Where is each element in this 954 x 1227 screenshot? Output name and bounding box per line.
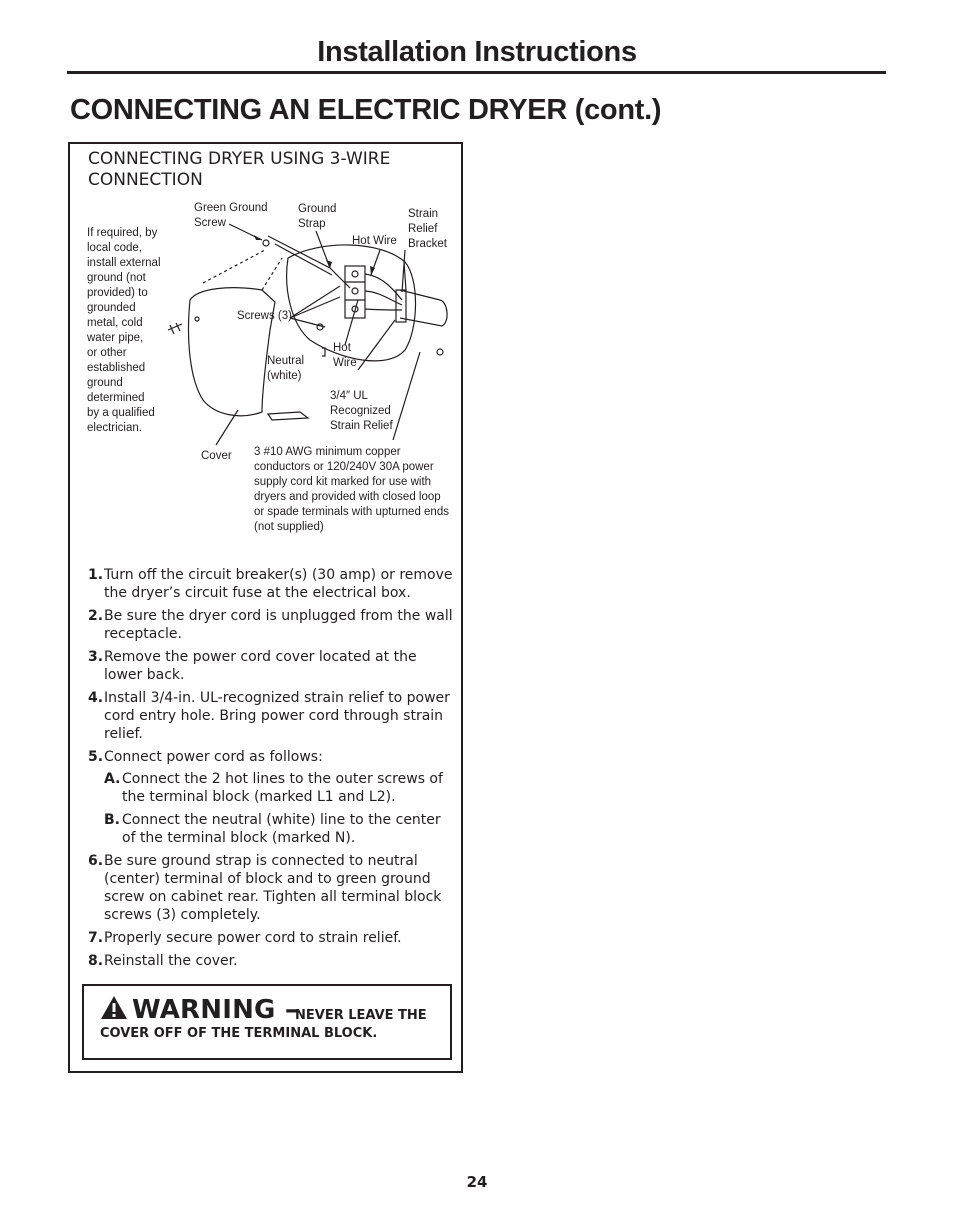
label-ground-strap bbox=[298, 202, 336, 232]
label-neutral bbox=[267, 354, 304, 384]
ground-note bbox=[87, 226, 161, 436]
ground-note-line: ground bbox=[87, 377, 123, 389]
ground-note-line: determined bbox=[87, 392, 145, 404]
label-green-ground-screw bbox=[194, 201, 268, 231]
label-strain-relief-bracket bbox=[408, 207, 447, 252]
label-line: Wire bbox=[333, 357, 357, 369]
step-number: 4. bbox=[88, 690, 104, 706]
step-4 bbox=[88, 689, 458, 743]
cord-note-line: (not supplied) bbox=[254, 521, 324, 533]
label-line: Strain bbox=[408, 208, 439, 220]
ground-note-line: electrician. bbox=[87, 422, 142, 434]
ground-note-line: established bbox=[87, 362, 146, 374]
label-line: Screw bbox=[194, 217, 226, 229]
ground-note-line: provided) to bbox=[87, 287, 148, 299]
label-line: 3/4″ UL bbox=[330, 390, 368, 402]
label-line: Hot bbox=[333, 342, 351, 354]
label-line: Neutral bbox=[267, 355, 305, 367]
substep-a bbox=[104, 770, 454, 806]
step-text: Remove the power cord cover located at the lower back. bbox=[104, 649, 417, 683]
step-6 bbox=[88, 852, 458, 924]
step-text: Install 3/4-in. UL-recognized strain relief to power cord entry hole. Bring power cord through strain relief. bbox=[104, 690, 450, 742]
label-cover: Cover bbox=[201, 450, 232, 462]
ground-note-line: grounded bbox=[87, 302, 136, 314]
label-screws: Screws (3) bbox=[237, 310, 292, 322]
cord-note-line: 3 #10 AWG minimum copper bbox=[254, 446, 401, 458]
label-line: Strap bbox=[298, 218, 326, 230]
label-line: (white) bbox=[267, 370, 302, 382]
step-number: 5. bbox=[88, 749, 104, 765]
step-2 bbox=[88, 607, 458, 643]
substep-text: Connect the neutral (white) line to the center of the terminal block (marked N). bbox=[122, 812, 441, 846]
substep-letter: A. bbox=[104, 771, 121, 787]
ground-note-line: or other bbox=[87, 347, 127, 359]
ground-note-line: local code, bbox=[87, 242, 142, 254]
page-header-title: Installation Instructions bbox=[317, 36, 637, 68]
step-number: 7. bbox=[88, 930, 104, 946]
step-number: 8. bbox=[88, 953, 104, 969]
cord-note-line: conductors or 120/240V 30A power bbox=[254, 461, 434, 473]
label-line: Recognized bbox=[330, 405, 391, 417]
step-text: Reinstall the cover. bbox=[104, 953, 238, 969]
warning-word: WARNING – bbox=[132, 995, 299, 1025]
step-7 bbox=[88, 929, 458, 947]
warning-text-line1: NEVER LEAVE THE bbox=[295, 1008, 427, 1023]
warning-triangle-icon bbox=[100, 995, 128, 1020]
section-title: CONNECTING AN ELECTRIC DRYER (cont.) bbox=[70, 94, 662, 126]
step-text: Be sure ground strap is connected to neutral (center) terminal of block and to green ground screw on cabinet rear. Tighten all terminal block screws (3) completely. bbox=[104, 853, 442, 923]
panel-heading-line2: CONNECTION bbox=[88, 170, 203, 190]
label-hot-wire-top: Hot Wire bbox=[352, 235, 397, 247]
ground-note-line: ground (not bbox=[87, 272, 146, 284]
step-1 bbox=[88, 566, 458, 602]
cord-note bbox=[254, 445, 449, 535]
step-text: Connect power cord as follows: bbox=[104, 749, 323, 765]
step-8 bbox=[88, 952, 458, 970]
step-3 bbox=[88, 648, 458, 684]
step-5 bbox=[88, 748, 458, 766]
label-line: Relief bbox=[408, 223, 438, 235]
label-line: Bracket bbox=[408, 238, 447, 250]
label-ul-strain-relief bbox=[330, 389, 393, 434]
ground-note-line: If required, by bbox=[87, 227, 158, 239]
header-rule bbox=[67, 71, 886, 74]
substep-b bbox=[104, 811, 454, 847]
ground-note-line: by a qualified bbox=[87, 407, 155, 419]
ground-note-line: water pipe, bbox=[87, 332, 144, 344]
step-number: 1. bbox=[88, 567, 104, 583]
cord-note-line: supply cord kit marked for use with bbox=[254, 476, 432, 488]
panel-heading-line1: CONNECTING DRYER USING 3-WIRE bbox=[88, 149, 391, 169]
step-number: 2. bbox=[88, 608, 104, 624]
ground-note-line: install external bbox=[87, 257, 161, 269]
step-text: Turn off the circuit breaker(s) (30 amp) or remove the dryer’s circuit fuse at the electrical box. bbox=[104, 567, 453, 601]
page-number: 24 bbox=[466, 1173, 488, 1191]
step-text: Properly secure power cord to strain relief. bbox=[104, 930, 402, 946]
step-text: Be sure the dryer cord is unplugged from the wall receptacle. bbox=[104, 608, 453, 642]
step-number: 6. bbox=[88, 853, 104, 869]
label-hot-wire bbox=[333, 341, 357, 371]
substep-letter: B. bbox=[104, 812, 120, 828]
cord-note-line: dryers and provided with closed loop bbox=[254, 491, 441, 503]
label-line: Green Ground bbox=[194, 202, 268, 214]
label-line: Strain Relief bbox=[330, 420, 393, 432]
cord-note-line: or spade terminals with upturned ends bbox=[254, 506, 449, 518]
ground-note-line: metal, cold bbox=[87, 317, 143, 329]
label-line: Ground bbox=[298, 203, 337, 215]
step-number: 3. bbox=[88, 649, 104, 665]
warning-text-line2: COVER OFF OF THE TERMINAL BLOCK. bbox=[100, 1026, 378, 1041]
panel-heading bbox=[88, 149, 448, 191]
substep-text: Connect the 2 hot lines to the outer screws of the terminal block (marked L1 and L2). bbox=[122, 771, 443, 805]
